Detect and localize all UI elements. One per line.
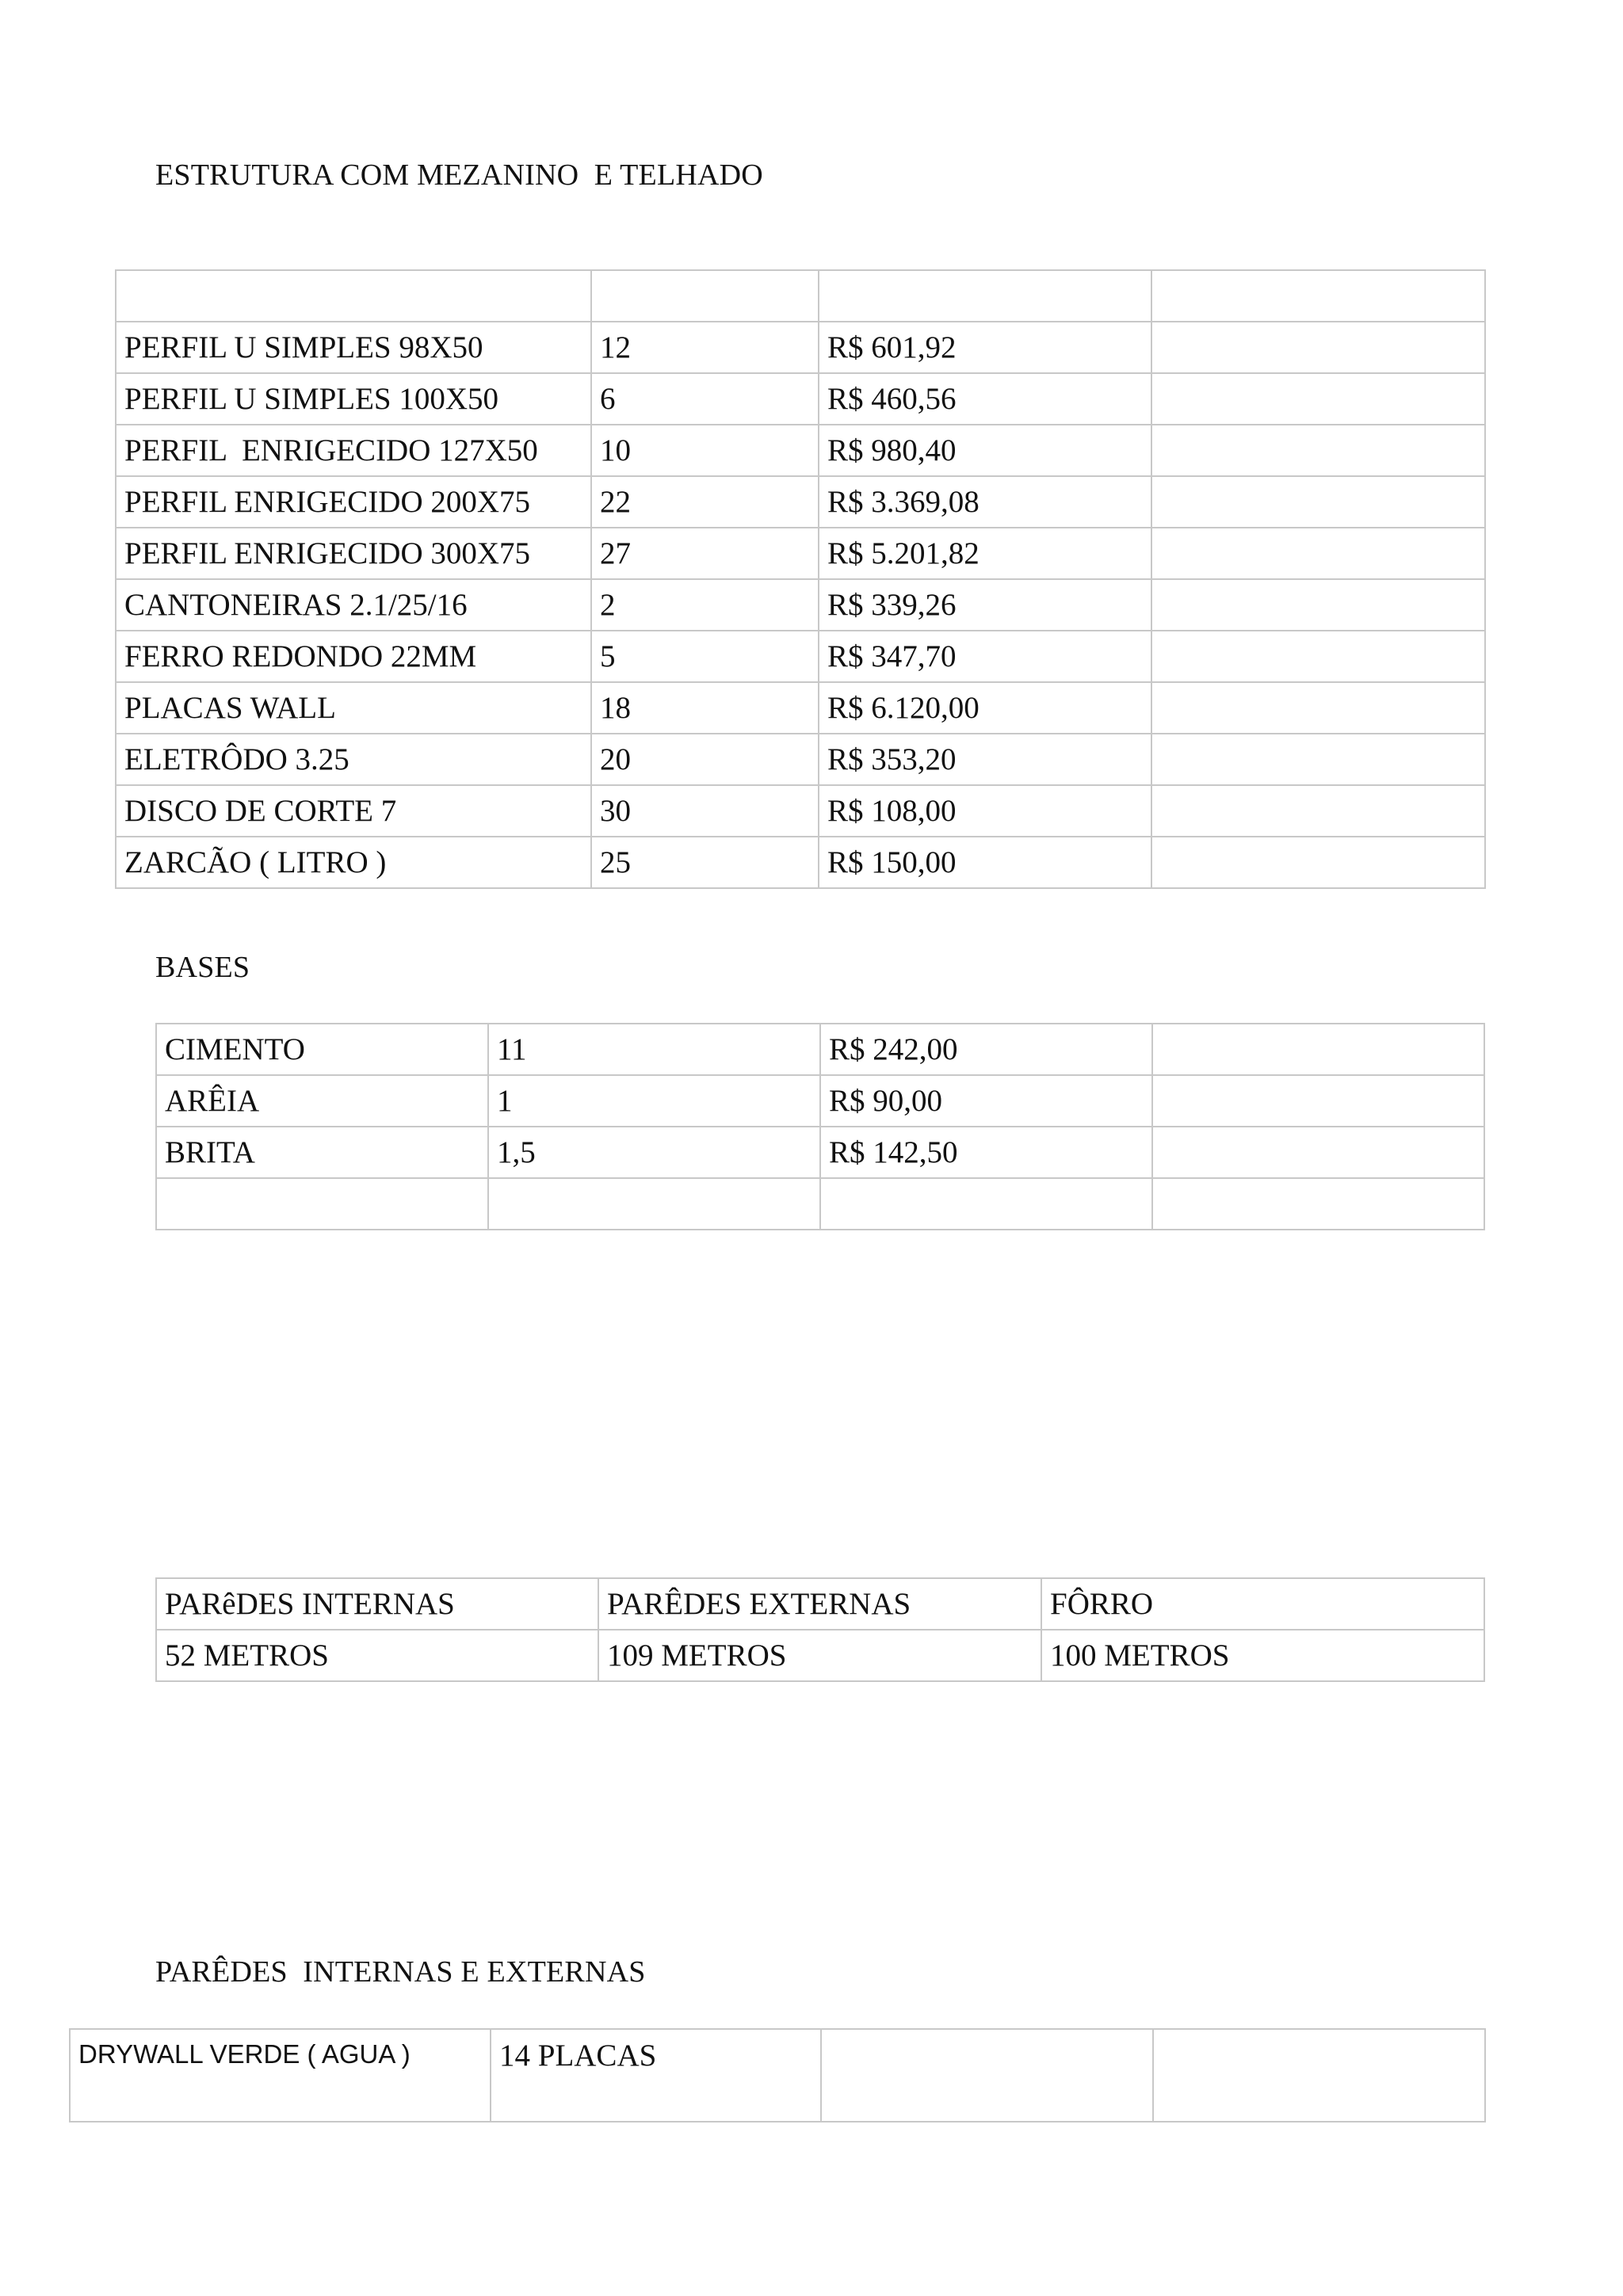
table-cell: 11 <box>488 1024 820 1075</box>
table-cell <box>1151 631 1485 682</box>
table-cell <box>116 270 591 322</box>
table-row <box>116 785 1485 837</box>
table-cell: PERFIL ENRIGECIDO 127X50 <box>116 425 591 476</box>
table-row <box>116 373 1485 425</box>
table-cell: ZARCÃO ( LITRO ) <box>116 837 591 888</box>
table-cell <box>1152 1075 1484 1127</box>
table-cell <box>1151 528 1485 579</box>
table-row <box>116 322 1485 373</box>
table-cell: 10 <box>591 425 819 476</box>
table-cell <box>1151 425 1485 476</box>
table-cell: 109 METROS <box>598 1630 1041 1681</box>
table-cell: R$ 460,56 <box>819 373 1151 425</box>
table-cell: FERRO REDONDO 22MM <box>116 631 591 682</box>
table-cell: R$ 242,00 <box>820 1024 1152 1075</box>
table-cell: R$ 90,00 <box>820 1075 1152 1127</box>
table-cell: BRITA <box>156 1127 488 1178</box>
table-cell: R$ 142,50 <box>820 1127 1152 1178</box>
table-cell: FÔRRO <box>1041 1578 1484 1630</box>
table-cell: PERFIL U SIMPLES 98X50 <box>116 322 591 373</box>
table-row <box>116 579 1485 631</box>
table-cell: ELETRÔDO 3.25 <box>116 734 591 785</box>
table-cell <box>819 270 1151 322</box>
table-row <box>116 425 1485 476</box>
table-cell: 1,5 <box>488 1127 820 1178</box>
heading-bases: BASES <box>155 951 250 984</box>
table-cell <box>1151 837 1485 888</box>
table-cell <box>488 1178 820 1230</box>
table-cell <box>1151 734 1485 785</box>
table-cell <box>1152 1178 1484 1230</box>
table-cell <box>1151 682 1485 734</box>
table-cell: PERFIL ENRIGECIDO 200X75 <box>116 476 591 528</box>
table-cell: R$ 150,00 <box>819 837 1151 888</box>
table-cell: R$ 5.201,82 <box>819 528 1151 579</box>
table-cell <box>1151 476 1485 528</box>
table-row <box>156 1024 1484 1075</box>
table-cell: 6 <box>591 373 819 425</box>
table-cell: PERFIL ENRIGECIDO 300X75 <box>116 528 591 579</box>
table-cell: PARÊDES EXTERNAS <box>598 1578 1041 1630</box>
table-cell <box>1152 1127 1484 1178</box>
table-cell: R$ 108,00 <box>819 785 1151 837</box>
table-cell <box>821 2029 1153 2122</box>
table-cell: R$ 6.120,00 <box>819 682 1151 734</box>
heading-estrutura: ESTRUTURA COM MEZANINO E TELHADO <box>155 158 763 192</box>
table-cell: 22 <box>591 476 819 528</box>
table-cell <box>820 1178 1152 1230</box>
table-cell: CANTONEIRAS 2.1/25/16 <box>116 579 591 631</box>
table-cell: PLACAS WALL <box>116 682 591 734</box>
table-cell <box>591 270 819 322</box>
table-row <box>70 2029 1485 2122</box>
table-cell: PERFIL U SIMPLES 100X50 <box>116 373 591 425</box>
table-cell: 1 <box>488 1075 820 1127</box>
table-cell: CIMENTO <box>156 1024 488 1075</box>
table-row <box>156 1578 1484 1630</box>
table-cell: DRYWALL VERDE ( AGUA ) <box>70 2029 491 2122</box>
table-cell: R$ 3.369,08 <box>819 476 1151 528</box>
table-cell: 25 <box>591 837 819 888</box>
table-row <box>156 1075 1484 1127</box>
table-cell: R$ 347,70 <box>819 631 1151 682</box>
table-cell: 100 METROS <box>1041 1630 1484 1681</box>
table-cell: 2 <box>591 579 819 631</box>
table-cell <box>1151 785 1485 837</box>
table-row <box>156 1630 1484 1681</box>
table-cell <box>156 1178 488 1230</box>
table-cell <box>1152 1024 1484 1075</box>
table-cell <box>1151 270 1485 322</box>
table-row <box>156 1127 1484 1178</box>
heading-paredes-internas-externas: PARÊDES INTERNAS E EXTERNAS <box>155 1955 646 1989</box>
paredes-table <box>155 1577 1485 1682</box>
table-cell: DISCO DE CORTE 7 <box>116 785 591 837</box>
table-row <box>116 270 1485 322</box>
estrutura-table <box>115 269 1486 889</box>
table-row <box>116 682 1485 734</box>
table-cell: R$ 601,92 <box>819 322 1151 373</box>
table-cell: 18 <box>591 682 819 734</box>
table-cell: 12 <box>591 322 819 373</box>
bases-table <box>155 1023 1485 1230</box>
table-cell: 30 <box>591 785 819 837</box>
table-row <box>116 734 1485 785</box>
table-row <box>116 631 1485 682</box>
table-cell: 14 PLACAS <box>491 2029 821 2122</box>
table-cell: R$ 353,20 <box>819 734 1151 785</box>
table-cell: PARêDES INTERNAS <box>156 1578 598 1630</box>
table-row <box>116 476 1485 528</box>
table-cell <box>1151 579 1485 631</box>
table-cell: 20 <box>591 734 819 785</box>
table-cell <box>1153 2029 1485 2122</box>
table-cell: 27 <box>591 528 819 579</box>
table-row <box>116 528 1485 579</box>
table-cell: ARÊIA <box>156 1075 488 1127</box>
table-cell: 5 <box>591 631 819 682</box>
table-row <box>156 1178 1484 1230</box>
table-cell <box>1151 373 1485 425</box>
table-cell: 52 METROS <box>156 1630 598 1681</box>
drywall-table <box>69 2028 1486 2122</box>
table-cell <box>1151 322 1485 373</box>
table-row <box>116 837 1485 888</box>
table-cell: R$ 980,40 <box>819 425 1151 476</box>
table-cell: R$ 339,26 <box>819 579 1151 631</box>
